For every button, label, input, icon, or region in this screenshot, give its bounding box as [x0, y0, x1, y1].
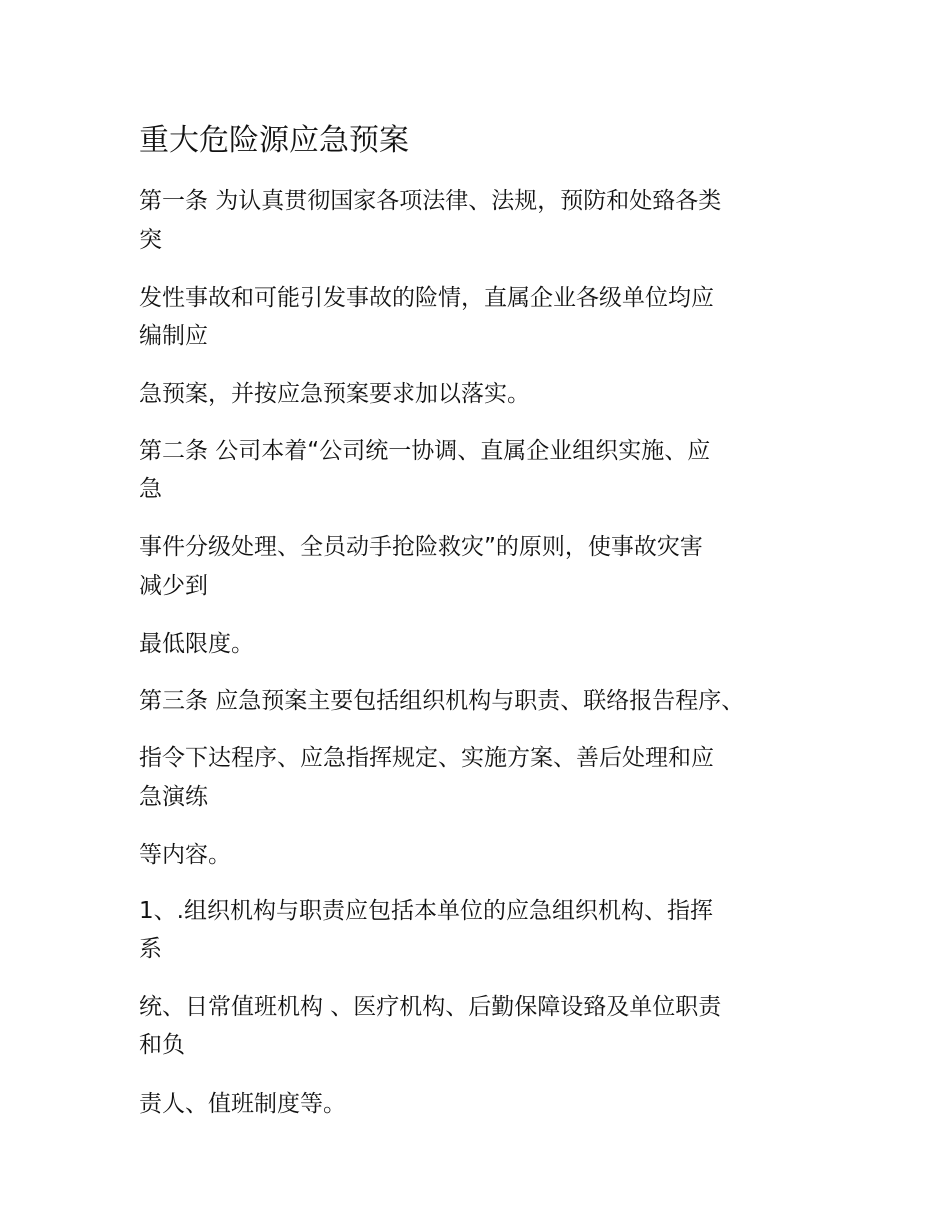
- text-line: 发性事故和可能引发事故的险情，直属企业各级单位均应: [139, 285, 714, 311]
- text-line: 1、.组织机构与职责应包括本单位的应急组织机构、指挥: [139, 898, 713, 924]
- text-line: 最低限度。: [139, 631, 254, 657]
- text-line: 第三条 应急预案主要包括组织机构与职责、联络报告程序、: [139, 688, 745, 714]
- text-line: 急预案，并按应急预案要求加以落实。: [139, 381, 530, 407]
- text-line: 编制应: [139, 323, 208, 349]
- text-line: 指令下达程序、应急指挥规定、实施方案、善后处理和应: [139, 745, 714, 771]
- document-title: 重大危险源应急预案: [139, 123, 409, 158]
- text-line: 和负: [139, 1032, 185, 1058]
- text-line: 突: [139, 227, 162, 253]
- text-line: 系: [139, 936, 162, 962]
- text-line: 责人、值班制度等。: [139, 1091, 346, 1117]
- text-line: 急: [139, 476, 162, 502]
- text-line: 等内容。: [139, 842, 231, 868]
- text-line: 急演练: [139, 784, 208, 810]
- text-line: 第二条 公司本着“公司统一协调、直属企业组织实施、应: [139, 438, 711, 464]
- text-line: 事件分级处理、全员动手抢险救灾”的原则，使事故灾害: [139, 534, 703, 560]
- text-line: 第一条 为认真贯彻国家各项法律、法规，预防和处臵各类: [139, 188, 722, 214]
- text-line: 减少到: [139, 573, 208, 599]
- text-line: 统、日常值班机构 、医疗机构、后勤保障设臵及单位职责: [139, 994, 722, 1020]
